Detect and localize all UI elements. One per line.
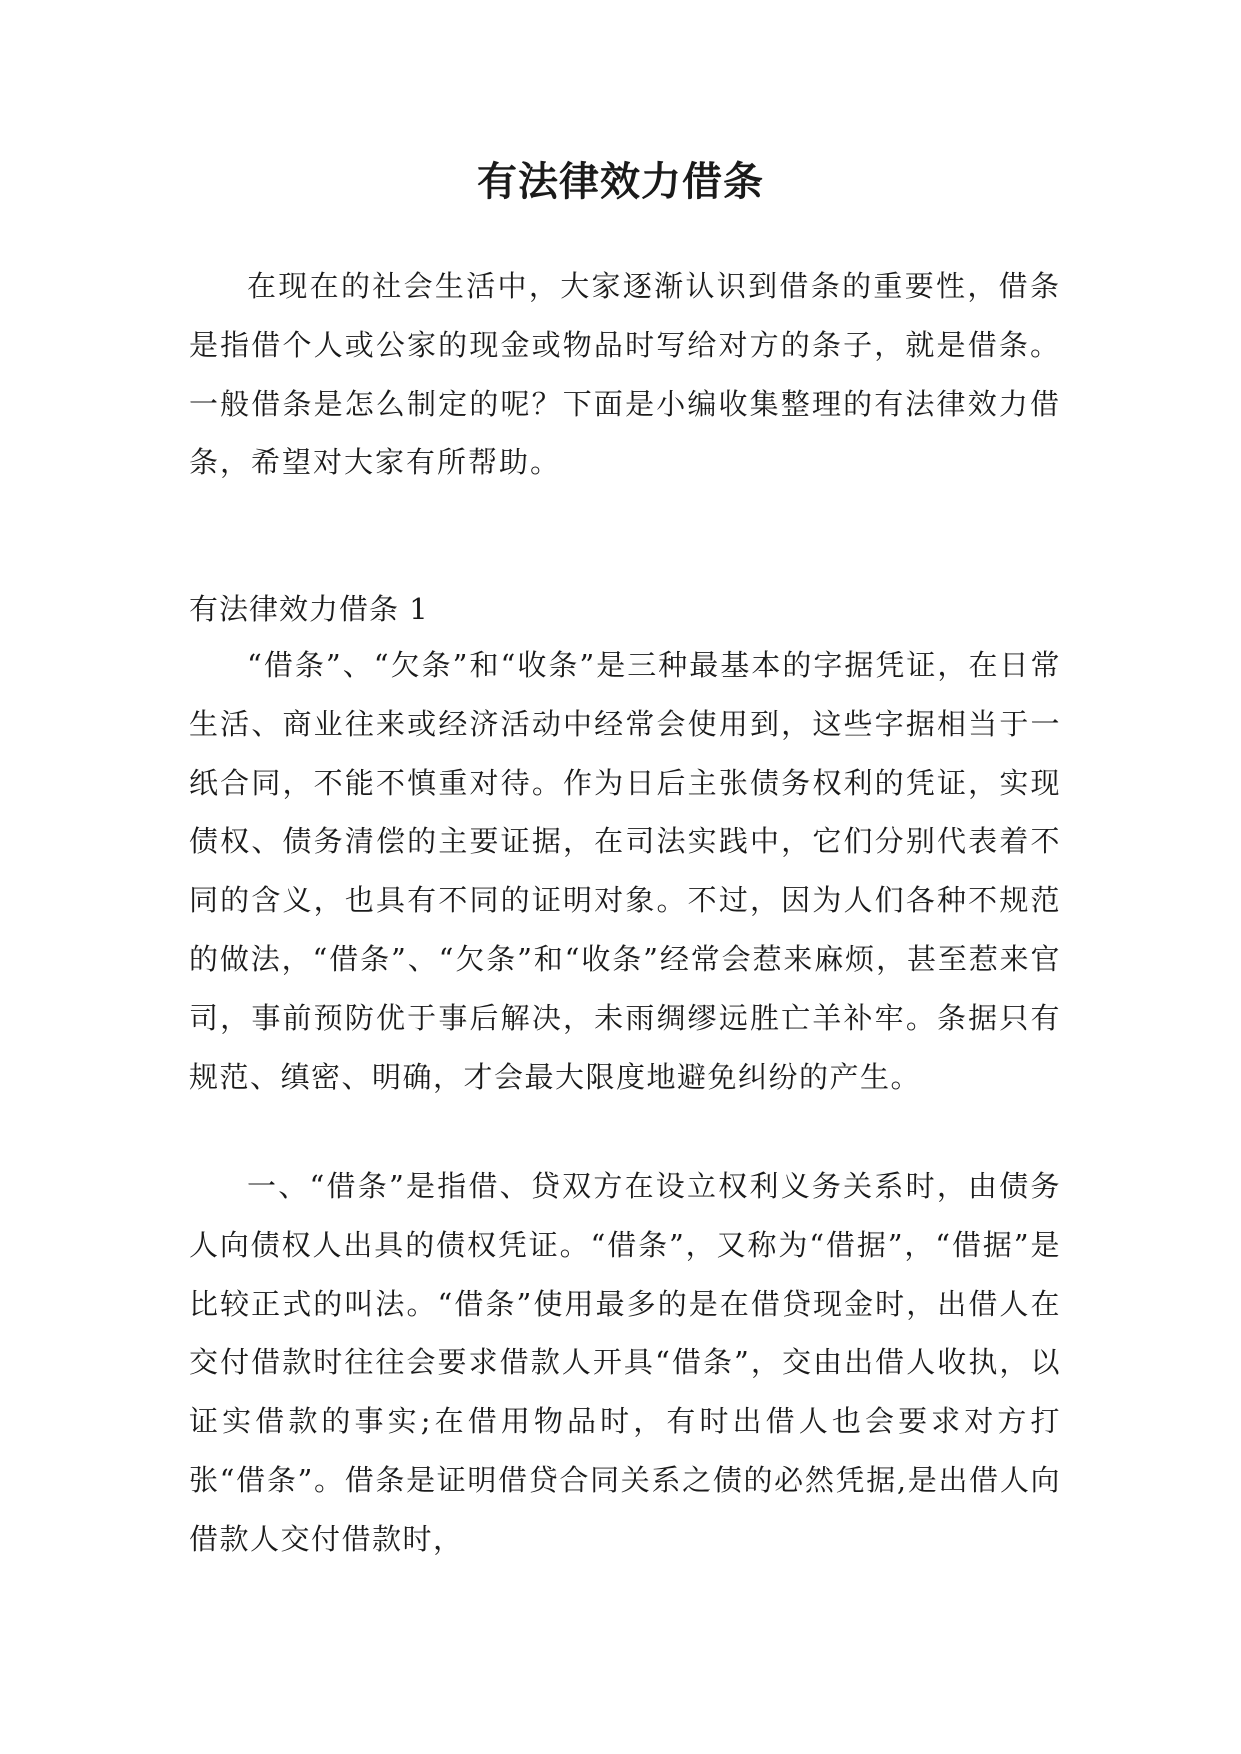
section-heading: 有法律效力借条 1 <box>189 592 429 626</box>
body-paragraph-2: 一、“借条”是指借、贷双方在设立权利义务关系时，由债务人向债权人出具的债权凭证。“借条”，又称为“借据”，“借据”是比较正式的叫法。“借条”使用最多的是在借贷现金时，出借人在交付借款时往往会要求借款人开具“借条”，交由出借人收执，以证实借款的事实;在借用物品时，有时出借人也会要求对方打张“借条”。借条是证明借贷合同关系之债的必然凭据,是出借人向借款人交付借款时， <box>189 1169 1061 1556</box>
intro-paragraph: 在现在的社会生活中，大家逐渐认识到借条的重要性，借条是指借个人或公家的现金或物品时写给对方的条子，就是借条。一般借条是怎么制定的呢？下面是小编收集整理的有法律效力借条，希望对大家有所帮助。 <box>189 269 1061 480</box>
document-title: 有法律效力借条 <box>477 158 764 205</box>
body-paragraph-1: “借条”、“欠条”和“收条”是三种最基本的字据凭证，在日常生活、商业往来或经济活动中经常会使用到，这些字据相当于一纸合同，不能不慎重对待。作为日后主张债务权利的凭证，实现债权、债务清偿的主要证据，在司法实践中，它们分别代表着不同的含义，也具有不同的证明对象。不过，因为人们各种不规范的做法，“借条”、“欠条”和“收条”经常会惹来麻烦，甚至惹来官司，事前预防优于事后解决，未雨绸缪远胜亡羊补牢。条据只有规范、缜密、明确，才会最大限度地避免纠纷的产生。 <box>189 648 1061 1094</box>
